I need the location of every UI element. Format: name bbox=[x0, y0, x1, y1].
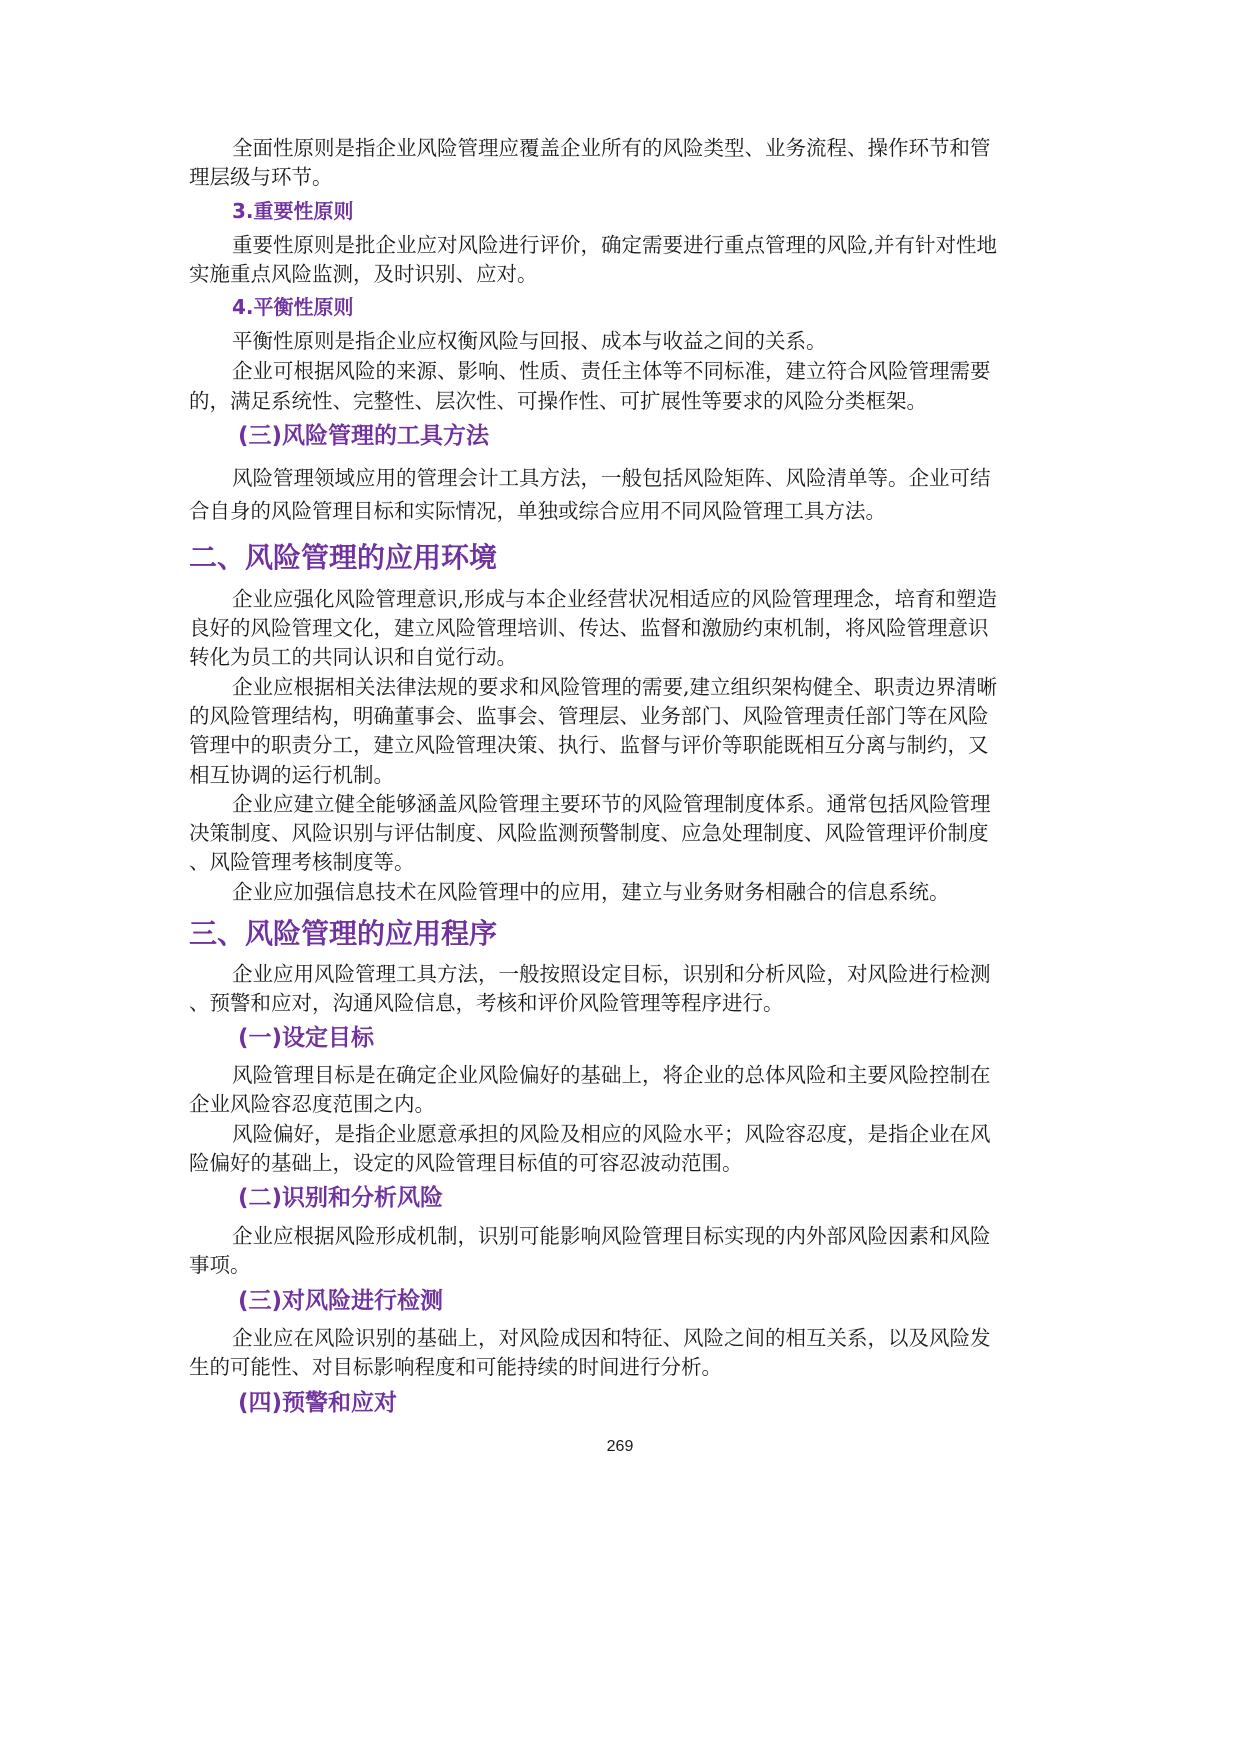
paragraph-line: 企业应建立健全能够涵盖风险管理主要环节的风险管理制度体系。通常包括风险管理 bbox=[232, 792, 991, 816]
paragraph-line: 的风险管理结构，明确董事会、监事会、管理层、业务部门、风险管理责任部门等在风险 bbox=[189, 704, 989, 728]
chapter-heading-procedure: 三、风险管理的应用程序 bbox=[189, 917, 498, 950]
section-heading-identify-analyze: (二)识别和分析风险 bbox=[238, 1185, 444, 1211]
paragraph-line: 理层级与环节。 bbox=[189, 165, 333, 189]
page-number: 269 bbox=[606, 1438, 634, 1455]
paragraph-line: 实施重点风险监测，及时识别、应对。 bbox=[189, 262, 538, 286]
paragraph-line: 生的可能性、对目标影响程度和可能持续的时间进行分析。 bbox=[189, 1355, 722, 1379]
paragraph-line: 企业应强化风险管理意识,形成与本企业经营状况相适应的风险管理理念，培育和塑造 bbox=[232, 587, 998, 611]
paragraph-line: 相互协调的运行机制。 bbox=[189, 763, 394, 787]
paragraph-line: 管理中的职责分工，建立风险管理决策、执行、监督与评价等职能既相互分离与制约，又 bbox=[189, 733, 989, 757]
paragraph-line: 企业风险容忍度范围之内。 bbox=[189, 1092, 435, 1116]
paragraph-line: 的，满足系统性、完整性、层次性、可操作性、可扩展性等要求的风险分类框架。 bbox=[189, 389, 927, 413]
paragraph-line: 企业应在风险识别的基础上，对风险成因和特征、风险之间的相互关系，以及风险发 bbox=[232, 1326, 991, 1350]
section-heading-warning-response: (四)预警和应对 bbox=[238, 1390, 398, 1416]
paragraph-line: 险偏好的基础上，设定的风险管理目标值的可容忍波动范围。 bbox=[189, 1151, 743, 1175]
section-heading-risk-detection: (三)对风险进行检测 bbox=[238, 1288, 444, 1314]
paragraph-line: 、预警和应对，沟通风险信息，考核和评价风险管理等程序进行。 bbox=[189, 991, 784, 1015]
paragraph-line: 、风险管理考核制度等。 bbox=[189, 850, 415, 874]
paragraph-line: 风险偏好，是指企业愿意承担的风险及相应的风险水平；风险容忍度，是指企业在风 bbox=[232, 1122, 991, 1146]
paragraph-line: 事项。 bbox=[189, 1253, 251, 1277]
paragraph-line: 企业可根据风险的来源、影响、性质、责任主体等不同标准，建立符合风险管理需要 bbox=[232, 359, 991, 383]
section-heading-set-goals: (一)设定目标 bbox=[238, 1025, 375, 1051]
paragraph-line: 企业应根据相关法律法规的要求和风险管理的需要,建立组织架构健全、职责边界清晰 bbox=[232, 675, 998, 699]
paragraph-line: 企业应根据风险形成机制，识别可能影响风险管理目标实现的内外部风险因素和风险 bbox=[232, 1224, 991, 1248]
paragraph-line: 良好的风险管理文化，建立风险管理培训、传达、监督和激励约束机制，将风险管理意识 bbox=[189, 616, 989, 640]
subheading-balance-principle: 4.平衡性原则 bbox=[232, 295, 354, 319]
paragraph-line: 平衡性原则是指企业应权衡风险与回报、成本与收益之间的关系。 bbox=[232, 329, 827, 353]
paragraph-line: 全面性原则是指企业风险管理应覆盖企业所有的风险类型、业务流程、操作环节和管 bbox=[232, 136, 991, 160]
paragraph-line: 企业应加强信息技术在风险管理中的应用，建立与业务财务相融合的信息系统。 bbox=[232, 880, 950, 904]
chapter-heading-environment: 二、风险管理的应用环境 bbox=[189, 541, 498, 574]
paragraph-line: 转化为员工的共同认识和自觉行动。 bbox=[189, 645, 517, 669]
paragraph-line: 企业应用风险管理工具方法，一般按照设定目标，识别和分析风险，对风险进行检测 bbox=[232, 962, 991, 986]
subheading-importance-principle: 3.重要性原则 bbox=[232, 199, 354, 223]
paragraph-line: 合自身的风险管理目标和实际情况，单独或综合应用不同风险管理工具方法。 bbox=[189, 499, 886, 523]
paragraph-line: 风险管理目标是在确定企业风险偏好的基础上，将企业的总体风险和主要风险控制在 bbox=[232, 1063, 991, 1087]
section-heading-tools-methods: (三)风险管理的工具方法 bbox=[238, 423, 490, 449]
paragraph-line: 重要性原则是批企业应对风险进行评价，确定需要进行重点管理的风险,并有针对性地 bbox=[232, 233, 998, 257]
paragraph-line: 风险管理领域应用的管理会计工具方法，一般包括风险矩阵、风险清单等。企业可结 bbox=[232, 466, 991, 490]
paragraph-line: 决策制度、风险识别与评估制度、风险监测预警制度、应急处理制度、风险管理评价制度 bbox=[189, 821, 989, 845]
